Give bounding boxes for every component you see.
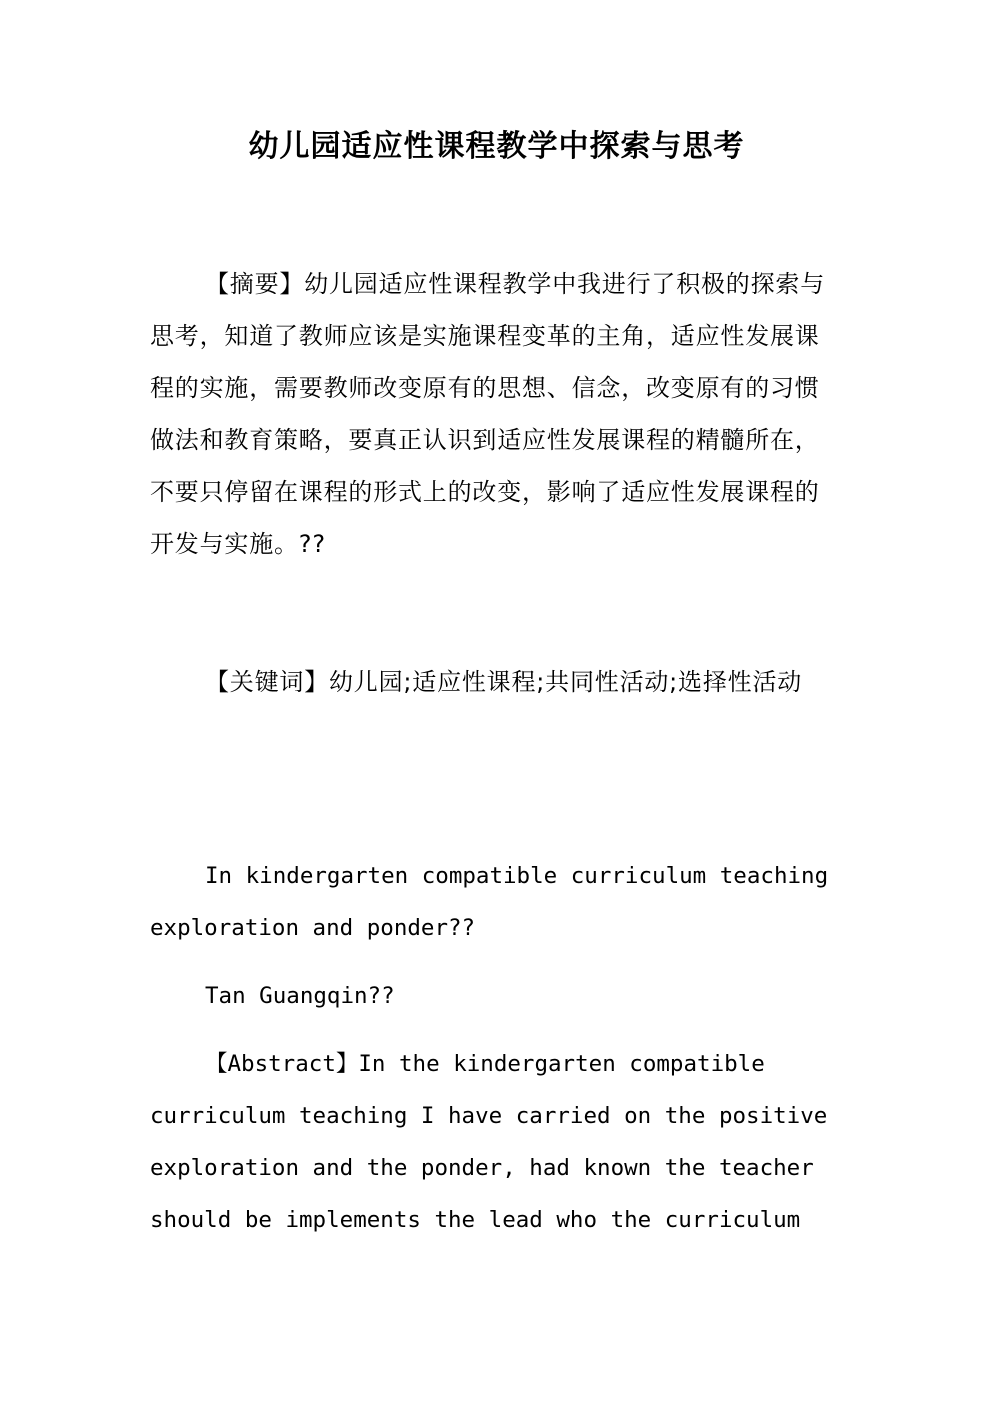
english-title-paragraph: In kindergarten compatible curriculum teaching exploration and ponder?? — [150, 863, 829, 941]
english-author-paragraph: Tan Guangqin?? — [205, 983, 395, 1009]
document-title: 幼儿园适应性课程教学中探索与思考 — [248, 129, 745, 164]
keywords-cn-paragraph: 【关键词】幼儿园;适应性课程;共同性活动;选择性活动 — [205, 668, 803, 696]
english-abstract-paragraph: 【Abstract】In the kindergarten compatible curriculum teaching I have carried on the positive exploration and the ponder, had known the teacher should be implements the lead who the curriculum — [150, 1051, 828, 1233]
abstract-cn-paragraph: 【摘要】幼儿园适应性课程教学中我进行了积极的探索与思考，知道了教师应该是实施课程变革的主角，适应性发展课程的实施，需要教师改变原有的思想、信念，改变原有的习惯做法和教育策略，要真正认识到适应性发展课程的精髓所在，不要只停留在课程的形式上的改变，影响了适应性发展课程的开发与实施。?? — [150, 270, 825, 558]
